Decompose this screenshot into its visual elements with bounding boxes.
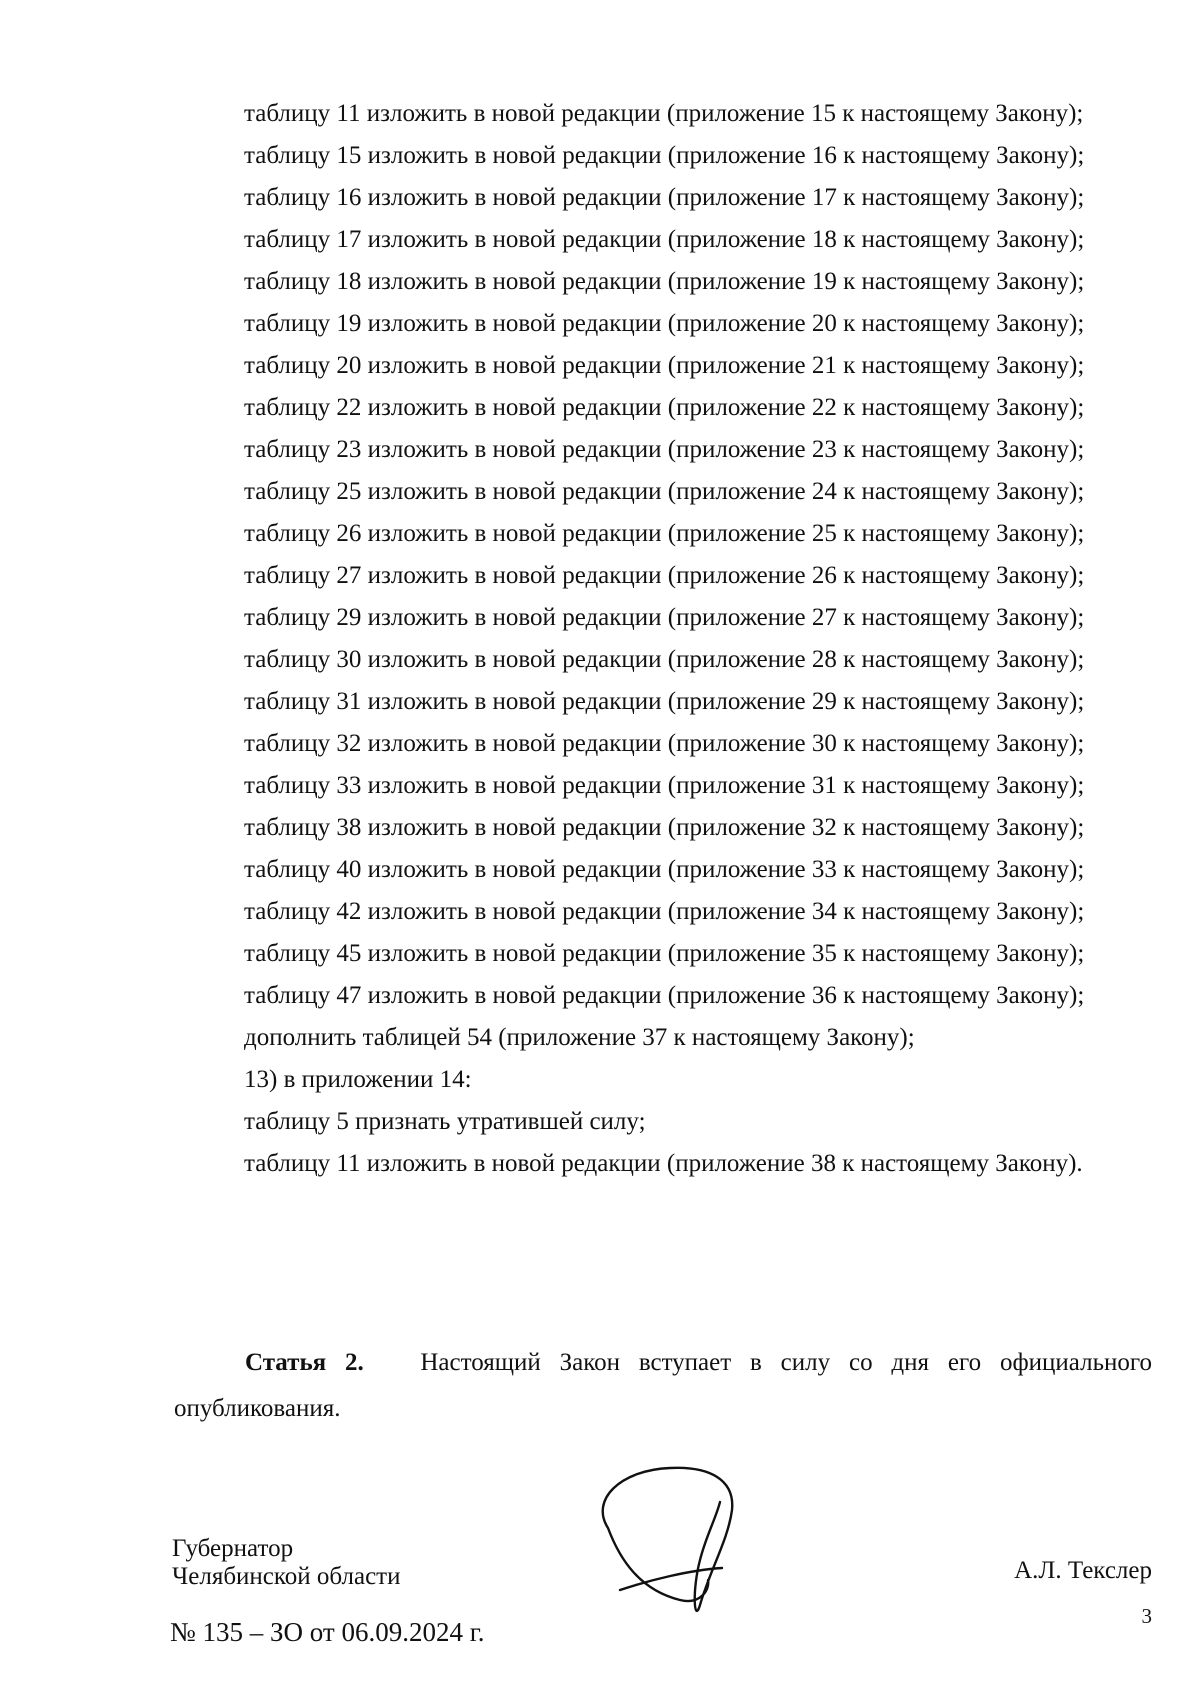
list-line: таблицу 33 изложить в новой редакции (приложение 31 к настоящему Закону); (244, 772, 1085, 799)
handwritten-signature (560, 1440, 760, 1620)
list-line: дополнить таблицей 54 (приложение 37 к настоящему Закону); (244, 1024, 915, 1051)
list-line: таблицу 31 изложить в новой редакции (приложение 29 к настоящему Закону); (244, 688, 1085, 715)
list-line: таблицу 40 изложить в новой редакции (приложение 33 к настоящему Закону); (244, 856, 1085, 883)
list-line: таблицу 19 изложить в новой редакции (приложение 20 к настоящему Закону); (244, 310, 1085, 337)
list-line: таблицу 17 изложить в новой редакции (приложение 18 к настоящему Закону); (244, 226, 1085, 253)
list-line: таблицу 38 изложить в новой редакции (приложение 32 к настоящему Закону); (244, 814, 1085, 841)
list-line: таблицу 32 изложить в новой редакции (приложение 30 к настоящему Закону); (244, 730, 1085, 757)
list-line: таблицу 23 изложить в новой редакции (приложение 23 к настоящему Закону); (244, 436, 1085, 463)
list-line: таблицу 11 изложить в новой редакции (приложение 15 к настоящему Закону); (244, 100, 1084, 127)
article-label: Статья 2. (245, 1349, 364, 1376)
page-number: 3 (1141, 1604, 1152, 1628)
list-line: таблицу 15 изложить в новой редакции (приложение 16 к настоящему Закону); (244, 142, 1085, 169)
law-number: № 135 – ЗО от 06.09.2024 г. (170, 1617, 485, 1647)
list-line: таблицу 11 изложить в новой редакции (приложение 38 к настоящему Закону). (244, 1150, 1083, 1177)
list-line: таблицу 20 изложить в новой редакции (приложение 21 к настоящему Закону); (244, 352, 1085, 379)
governor-title-line1: Губернатор (172, 1535, 294, 1562)
list-line: таблицу 22 изложить в новой редакции (приложение 22 к настоящему Закону); (244, 394, 1085, 421)
list-line: таблицу 25 изложить в новой редакции (приложение 24 к настоящему Закону); (244, 478, 1085, 505)
list-line: таблицу 5 признать утратившей силу; (244, 1108, 646, 1135)
list-line: таблицу 18 изложить в новой редакции (приложение 19 к настоящему Закону); (244, 268, 1085, 295)
article-text: Настоящий Закон вступает в силу со дня его официального опубликования. (174, 1349, 1152, 1422)
list-line: таблицу 45 изложить в новой редакции (приложение 35 к настоящему Закону); (244, 940, 1085, 967)
governor-title-line2: Челябинской области (172, 1563, 401, 1590)
list-line: таблицу 30 изложить в новой редакции (приложение 28 к настоящему Закону); (244, 646, 1085, 673)
list-line: таблицу 16 изложить в новой редакции (приложение 17 к настоящему Закону); (244, 184, 1085, 211)
list-line: таблицу 27 изложить в новой редакции (приложение 26 к настоящему Закону); (244, 562, 1085, 589)
governor-name: А.Л. Текслер (1014, 1557, 1152, 1584)
list-line: 13) в приложении 14: (244, 1066, 472, 1093)
list-line: таблицу 42 изложить в новой редакции (приложение 34 к настоящему Закону); (244, 898, 1085, 925)
list-line: таблицу 26 изложить в новой редакции (приложение 25 к настоящему Закону); (244, 520, 1085, 547)
list-line: таблицу 29 изложить в новой редакции (приложение 27 к настоящему Закону); (244, 604, 1085, 631)
list-line: таблицу 47 изложить в новой редакции (приложение 36 к настоящему Закону); (244, 982, 1085, 1009)
article-2-paragraph (174, 1340, 1152, 1432)
